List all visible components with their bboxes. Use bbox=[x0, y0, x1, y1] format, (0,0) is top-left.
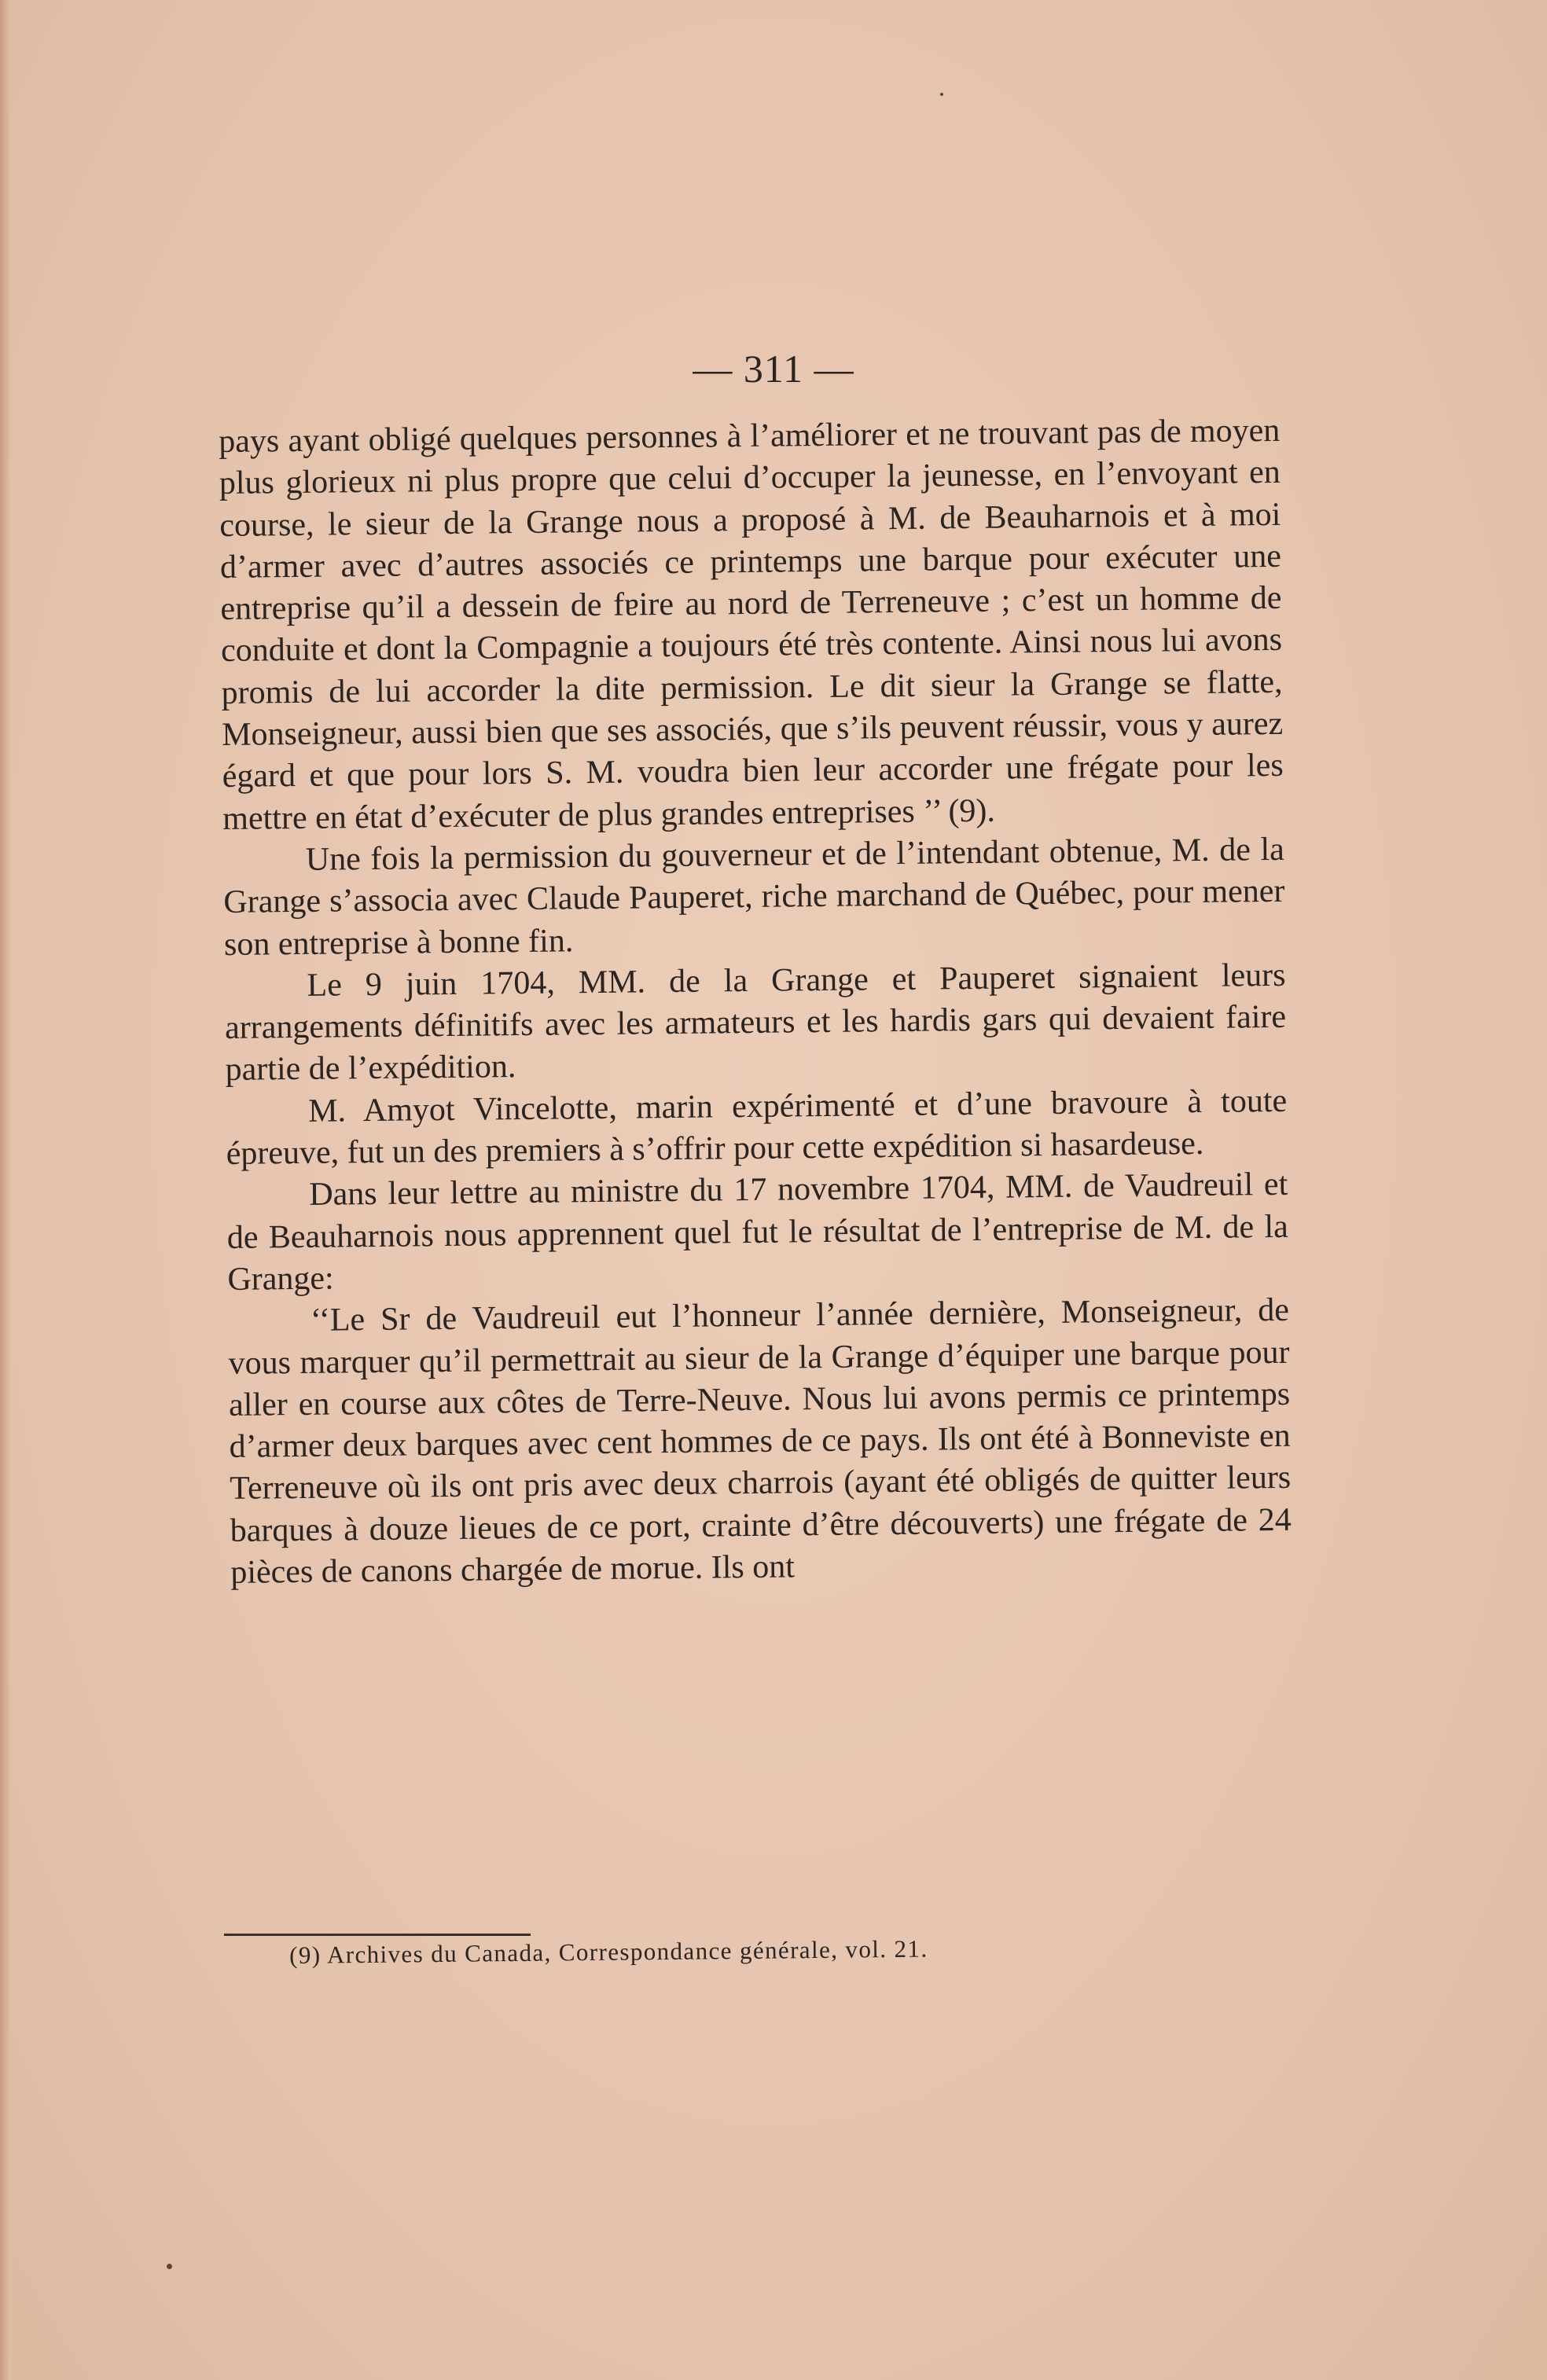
paper-speck bbox=[167, 2264, 172, 2269]
footnote: (9) Archives du Canada, Correspondance générale, vol. 21. bbox=[289, 1934, 928, 1969]
page-number: — 311 — bbox=[693, 347, 854, 391]
body-text bbox=[219, 410, 1292, 1594]
footnote-divider bbox=[224, 1934, 531, 1936]
paragraph-letter-intro: Dans leur lettre au ministre du 17 novembre 1704, MM. de Vaudreuil et de Beauharnois nous apprennent quel fut le résultat de l’entreprise de M. de la Grange: bbox=[226, 1166, 1289, 1298]
paragraph-letter-quote: ‘‘Le Sr de Vaudreuil eut l’honneur l’année dernière, Monseigneur, de vous marquer qu’il permettrait au sieur de la Grange d’équiper une barque pour aller en course aux côtes de Terre-Neuve. Nous lui avons permis ce printemps d’armer deux barques avec cent hommes de ce pays. Ils ont été à Bonneviste en Terreneuve où ils ont pris avec deux charrois (ayant été obligés de quitter leurs barques à douze lieues de ce port, crainte d’être découverts) une frégate de 24 pièces de canons chargée de morue. Ils ont bbox=[228, 1292, 1292, 1591]
paper-speck bbox=[940, 93, 943, 96]
paragraph-continued-quote: pays ayant obligé quelques personnes à l’améliorer et ne trouvant pas de moyen plus glorieux ni plus propre que celui d’occuper la jeunesse, en l’envoyant en course, le sieur de la Grange nous a proposé à M. de Beauharnois et à moi d’armer avec d’autres associés ce printemps une barque pour exécuter une entreprise qu’il a dessein de fɐire au nord de Terreneuve ; c’est un homme de conduite et dont la Compagnie a toujours été très contente. Ainsi nous lui avons promis de lui accorder la dite permission. Le dit sieur la Grange se flatte, Monseigneur, aussi bien que ses associés, que s’ils peuvent réussir, vous y aurez égard et que pour lors S. M. voudra bien leur accorder une frégate pour les mettre en état d’exécuter de plus grandes entreprises ’’ (9). bbox=[219, 412, 1284, 837]
paragraph-vincelotte: M. Amyot Vincelotte, marin expérimenté et d’une bravoure à toute épreuve, fut un des premiers à s’offrir pour cette expédition si hasardeuse. bbox=[226, 1082, 1288, 1172]
paragraph-arrangements: Le 9 juin 1704, MM. de la Grange et Pauperet signaient leurs arrangements définitifs avec les armateurs et les hardis gars qui devaient faire partie de l’expédition. bbox=[224, 957, 1287, 1089]
paragraph-permission: Une fois la permission du gouverneur et de l’intendant obtenue, M. de la Grange s’associa avec Claude Pauperet, riche marchand de Québec, pour mener son entreprise à bonne fin. bbox=[223, 831, 1285, 963]
